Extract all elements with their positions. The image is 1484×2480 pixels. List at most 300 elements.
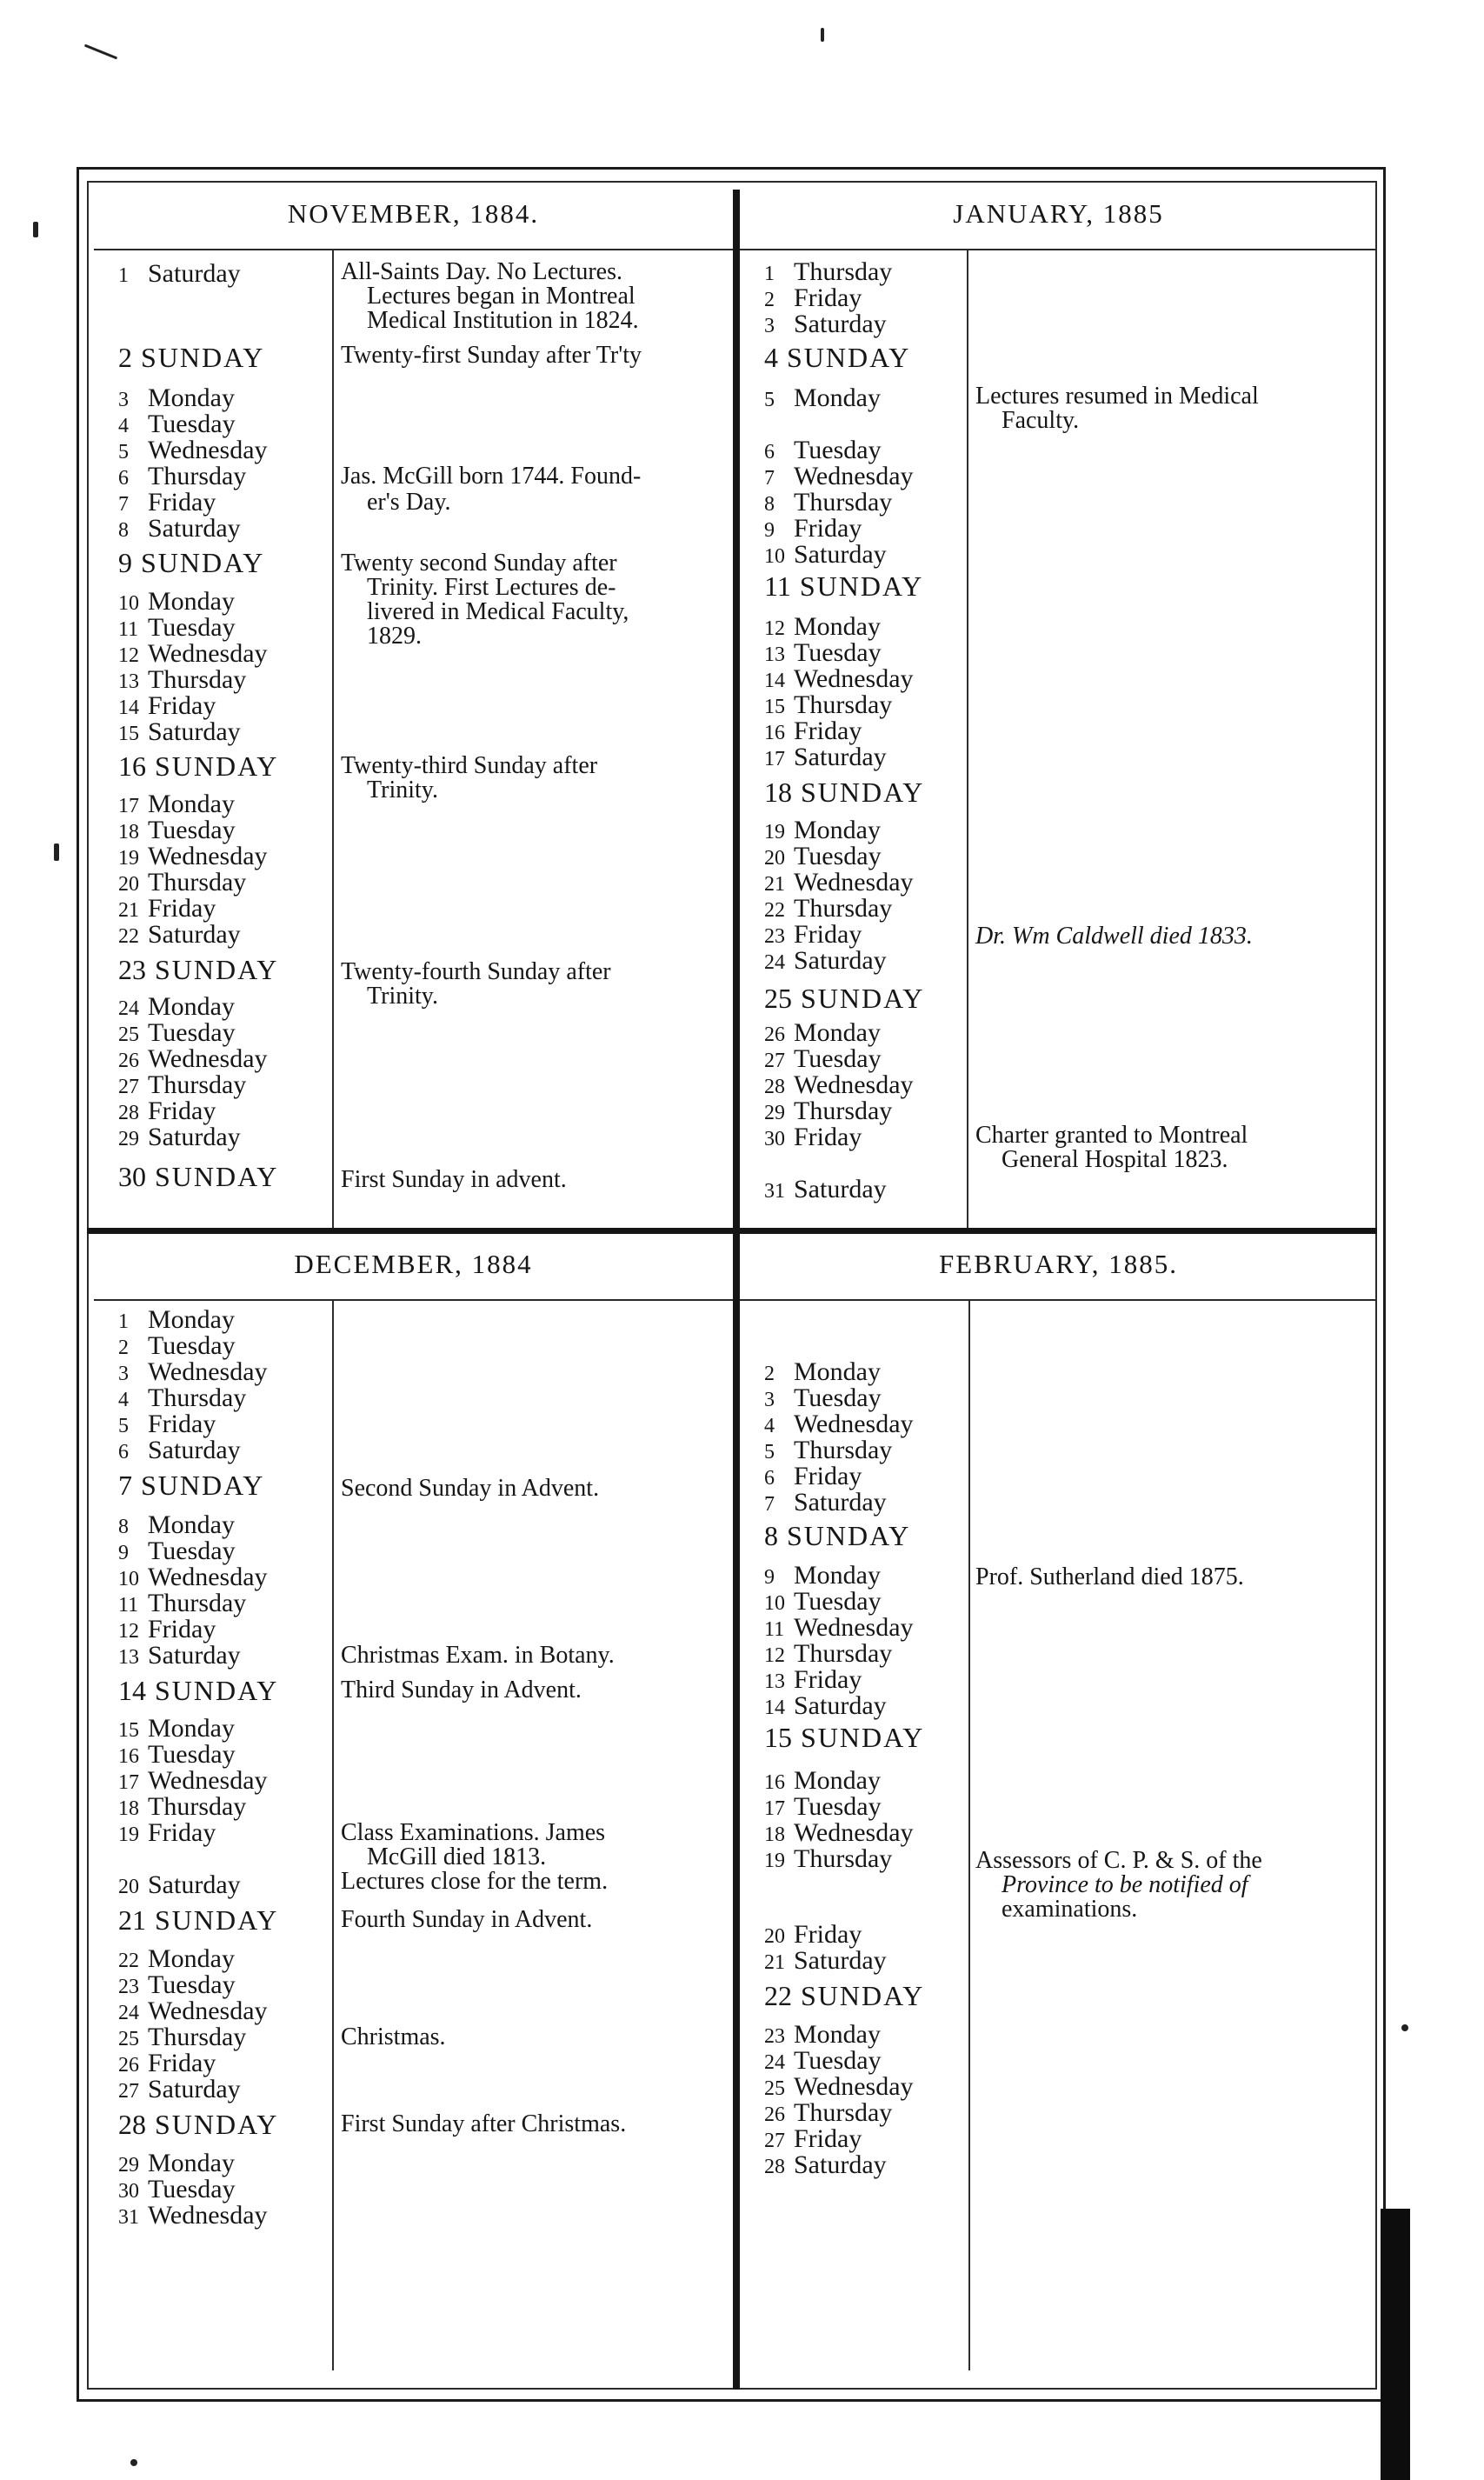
day-name: Wednesday [148, 639, 268, 668]
day-number: 9 [118, 1542, 129, 1564]
day-number: 14 [764, 670, 785, 692]
day-number: 28 [764, 1076, 785, 1098]
day-number: 9 [764, 519, 775, 542]
day-number: 26 [118, 2054, 139, 2077]
day-name: Monday [148, 992, 235, 1021]
note-line-november: Trinity. First Lectures de- [367, 574, 616, 601]
day-row-february [764, 1693, 887, 1721]
day-name: Tuesday [148, 1331, 236, 1360]
day-number: 10 [118, 1568, 139, 1590]
day-name: Tuesday [794, 638, 882, 667]
day-number: 4 [764, 1415, 775, 1437]
day-name: SUNDAY [787, 342, 911, 373]
day-name: Tuesday [148, 410, 236, 438]
day-name: Friday [794, 1123, 862, 1151]
note-line-february: examinations. [1002, 1896, 1138, 1923]
day-number: 27 [764, 2130, 785, 2152]
day-row-december [118, 1872, 241, 1900]
day-name: Friday [794, 1462, 862, 1490]
day-number: 27 [118, 2080, 139, 2103]
note-line-november: Twenty second Sunday after [341, 550, 617, 577]
day-number: 18 [118, 821, 139, 843]
day-number: 4 [118, 415, 129, 437]
day-name: Tuesday [148, 1537, 236, 1565]
scan-speck [84, 44, 117, 60]
day-number: 11 [764, 1618, 785, 1641]
day-name: Saturday [794, 743, 887, 771]
note-line-november: 1829. [367, 623, 422, 650]
day-number: 3 [118, 389, 129, 411]
day-number: 17 [764, 1797, 785, 1820]
scan-speck [130, 2459, 137, 2466]
day-row-december [118, 1643, 241, 1670]
scan-speck [821, 28, 824, 42]
note-line-november: Jas. McGill born 1744. Found- [341, 463, 642, 490]
day-name: SUNDAY [155, 750, 279, 782]
day-name: Monday [148, 383, 235, 412]
day-number: 27 [764, 1050, 785, 1072]
day-number: 21 [118, 1904, 146, 1936]
day-number: 6 [764, 1467, 775, 1490]
day-name: SUNDAY [801, 1722, 925, 1753]
title-rule-november [94, 249, 733, 250]
day-number: 14 [118, 697, 139, 719]
day-name: SUNDAY [801, 983, 925, 1014]
note-line-december: Third Sunday in Advent. [341, 1677, 582, 1703]
day-name: Monday [794, 612, 881, 641]
day-name: Monday [794, 2020, 881, 2049]
day-name: Friday [794, 1920, 862, 1949]
day-number: 29 [764, 1102, 785, 1124]
day-row-january [764, 744, 887, 772]
day-name: SUNDAY [155, 1675, 279, 1706]
day-number: 13 [118, 670, 139, 693]
day-name: Wednesday [794, 1070, 914, 1099]
day-name: Monday [794, 816, 881, 844]
day-name: Saturday [794, 946, 887, 975]
day-number: 10 [764, 545, 785, 568]
note-line-december: Fourth Sunday in Advent. [341, 1906, 593, 1933]
scan-speck [1401, 2024, 1408, 2031]
month-title-december: DECEMBER, 1884 [294, 1249, 533, 1279]
day-name: Saturday [148, 1641, 241, 1670]
day-number: 6 [118, 467, 129, 490]
day-name: Thursday [148, 665, 247, 694]
day-name: Wednesday [794, 1613, 914, 1642]
note-line-november: Trinity. [367, 777, 438, 803]
day-number: 5 [764, 1441, 775, 1463]
day-number: 25 [764, 983, 792, 1014]
day-row-february [764, 1490, 887, 1517]
day-number: 15 [764, 1722, 792, 1753]
day-number: 12 [118, 1620, 139, 1643]
day-name: Tuesday [794, 842, 882, 870]
day-name: Thursday [148, 462, 247, 490]
calendar-inner-frame [87, 181, 1377, 2390]
note-line-november: Trinity. [367, 983, 438, 1010]
day-row-december [118, 1437, 241, 1465]
day-name: Tuesday [148, 2175, 236, 2203]
sunday-row-february [764, 1520, 911, 1551]
day-number: 17 [764, 748, 785, 770]
day-number: 24 [764, 951, 785, 974]
day-name: Friday [148, 2049, 216, 2077]
column-rule-january [967, 250, 968, 1228]
day-row-december [118, 2203, 268, 2230]
day-name: Monday [794, 1357, 881, 1386]
day-name: Monday [148, 1305, 235, 1334]
day-number: 18 [118, 1797, 139, 1820]
day-name: Tuesday [148, 1740, 236, 1769]
day-number: 29 [118, 2154, 139, 2177]
day-number: 2 [118, 342, 132, 373]
day-name: SUNDAY [155, 954, 279, 985]
day-number: 28 [118, 2109, 146, 2140]
day-name: Tuesday [794, 1587, 882, 1616]
day-name: Friday [794, 514, 862, 543]
day-name: Saturday [148, 1123, 241, 1151]
day-name: Saturday [794, 2150, 887, 2179]
month-title-november: NOVEMBER, 1884. [287, 198, 540, 229]
day-name: Friday [794, 717, 862, 745]
day-number: 24 [764, 2051, 785, 2074]
day-name: Tuesday [794, 436, 882, 464]
note-line-february: Assessors of C. P. & S. of the [975, 1847, 1262, 1874]
day-name: Tuesday [794, 1383, 882, 1412]
day-name: Friday [148, 488, 216, 517]
column-rule-february [968, 1301, 970, 2370]
day-number: 15 [764, 696, 785, 718]
day-number: 19 [118, 847, 139, 870]
day-number: 17 [118, 1771, 139, 1794]
day-name: Wednesday [148, 1357, 268, 1386]
day-number: 17 [118, 795, 139, 817]
day-name: Saturday [794, 1175, 887, 1203]
day-number: 16 [118, 750, 146, 782]
day-name: SUNDAY [141, 547, 265, 578]
day-number: 21 [764, 873, 785, 896]
day-name: Monday [794, 1018, 881, 1047]
day-name: Thursday [794, 1436, 893, 1464]
scan-speck [54, 843, 59, 861]
day-name: Tuesday [148, 1018, 236, 1047]
day-number: 6 [764, 441, 775, 463]
day-number: 29 [118, 1128, 139, 1150]
day-name: Monday [148, 1510, 235, 1539]
day-name: Saturday [148, 2075, 241, 2103]
day-number: 18 [764, 1823, 785, 1846]
center-divider [733, 190, 740, 2390]
note-line-december: Class Examinations. James [341, 1819, 606, 1846]
month-title-january: JANUARY, 1885 [953, 198, 1164, 229]
day-number: 8 [118, 519, 129, 542]
note-line-november: livered in Medical Faculty, [367, 598, 629, 625]
day-row-november [118, 516, 241, 543]
sunday-row-december [118, 1675, 279, 1706]
day-number: 1 [118, 264, 129, 287]
day-row-january [764, 948, 887, 976]
day-number: 20 [118, 873, 139, 896]
day-number: 14 [764, 1697, 785, 1719]
day-name: Thursday [794, 1844, 893, 1873]
day-number: 7 [764, 467, 775, 490]
day-name: Monday [148, 1944, 235, 1973]
day-number: 28 [118, 1102, 139, 1124]
day-name: Friday [794, 2124, 862, 2153]
day-number: 23 [118, 954, 146, 985]
day-number: 25 [764, 2077, 785, 2100]
day-number: 23 [118, 1976, 139, 1998]
day-name: Thursday [794, 894, 893, 923]
day-number: 23 [764, 2025, 785, 2048]
day-row-december [118, 2077, 241, 2104]
day-number: 11 [764, 570, 791, 602]
day-name: Wednesday [148, 2201, 268, 2230]
day-number: 7 [764, 1493, 775, 1516]
day-number: 21 [118, 899, 139, 922]
note-line-november: First Sunday in advent. [341, 1166, 567, 1193]
day-row-february [764, 1846, 892, 1874]
day-name: Thursday [794, 257, 893, 286]
sunday-row-november [118, 547, 265, 578]
note-line-november: er's Day. [367, 489, 451, 516]
note-line-january: General Hospital 1823. [1002, 1146, 1228, 1173]
day-name: Monday [148, 2149, 235, 2177]
day-number: 30 [118, 1161, 146, 1192]
day-number: 26 [764, 2103, 785, 2126]
day-name: Saturday [794, 1488, 887, 1517]
day-row-november [118, 719, 241, 747]
day-name: Wednesday [148, 1766, 268, 1795]
day-name: Saturday [148, 920, 241, 949]
day-number: 5 [764, 389, 775, 411]
day-number: 9 [764, 1566, 775, 1589]
day-name: SUNDAY [155, 2109, 279, 2140]
day-name: Friday [148, 691, 216, 720]
day-number: 16 [118, 1745, 139, 1768]
day-name: Saturday [148, 717, 241, 746]
day-number: 22 [764, 1980, 792, 2011]
day-number: 3 [764, 315, 775, 337]
day-name: Saturday [148, 1436, 241, 1464]
day-name: SUNDAY [155, 1161, 279, 1192]
day-number: 18 [764, 777, 792, 808]
day-name: Saturday [148, 259, 241, 288]
day-name: Friday [148, 1097, 216, 1125]
day-name: Tuesday [794, 2046, 882, 2075]
day-number: 24 [118, 997, 139, 1020]
day-name: Saturday [794, 540, 887, 569]
month-title-february: FEBRUARY, 1885. [939, 1249, 1178, 1279]
day-row-january [764, 1124, 862, 1152]
day-number: 8 [118, 1516, 129, 1538]
day-name: Thursday [794, 2098, 893, 2127]
day-number: 11 [118, 1594, 139, 1617]
day-number: 10 [764, 1592, 785, 1615]
title-rule-february [740, 1299, 1377, 1301]
sunday-row-november [118, 954, 279, 985]
day-name: Saturday [148, 514, 241, 543]
day-name: Tuesday [148, 1970, 236, 1999]
sunday-row-january [764, 570, 924, 602]
day-name: Thursday [794, 690, 893, 719]
day-number: 2 [764, 1363, 775, 1385]
day-name: Thursday [148, 868, 247, 897]
scan-speck [33, 222, 38, 237]
day-number: 5 [118, 1415, 129, 1437]
middle-divider [87, 1228, 1377, 1234]
day-name: Wednesday [794, 664, 914, 693]
day-number: 20 [764, 847, 785, 870]
day-name: Saturday [794, 1946, 887, 1975]
day-number: 1 [118, 1310, 129, 1333]
day-number: 7 [118, 493, 129, 516]
title-rule-january [740, 249, 1377, 250]
day-number: 27 [118, 1076, 139, 1098]
note-line-november: Twenty-third Sunday after [341, 752, 598, 779]
day-number: 5 [118, 441, 129, 463]
column-rule-november [332, 250, 334, 1228]
day-name: SUNDAY [141, 342, 265, 373]
day-number: 20 [118, 1876, 139, 1898]
day-number: 10 [118, 592, 139, 615]
note-line-november: All-Saints Day. No Lectures. [341, 258, 622, 285]
day-name: Friday [148, 894, 216, 923]
day-number: 1 [764, 263, 775, 285]
day-row-december [118, 1820, 216, 1848]
day-number: 12 [764, 1644, 785, 1667]
day-name: Saturday [794, 310, 887, 338]
day-name: Wednesday [148, 842, 268, 870]
day-name: Tuesday [148, 613, 236, 642]
day-number: 13 [764, 1670, 785, 1693]
sunday-row-january [764, 342, 911, 373]
day-name: Wednesday [148, 1044, 268, 1073]
day-name: Saturday [148, 1870, 241, 1899]
day-number: 4 [118, 1389, 129, 1411]
day-name: Thursday [794, 1639, 893, 1668]
day-row-november [118, 922, 241, 950]
day-name: Thursday [148, 1070, 247, 1099]
day-number: 26 [764, 1023, 785, 1046]
sunday-row-november [118, 342, 265, 373]
note-line-january: Dr. Wm Caldwell died 1833. [975, 923, 1253, 950]
day-number: 3 [764, 1389, 775, 1411]
day-name: Monday [148, 587, 235, 616]
day-name: Wednesday [794, 1818, 914, 1847]
day-name: Wednesday [148, 1563, 268, 1591]
day-number: 6 [118, 1441, 129, 1463]
day-number: 19 [764, 821, 785, 843]
day-name: SUNDAY [799, 570, 924, 602]
day-name: Friday [148, 1410, 216, 1438]
day-number: 11 [118, 618, 139, 641]
day-name: SUNDAY [801, 1980, 925, 2011]
day-number: 22 [118, 925, 139, 948]
sunday-row-november [118, 750, 279, 782]
day-number: 31 [118, 2206, 139, 2229]
day-name: Thursday [794, 1097, 893, 1125]
note-line-january: Faculty. [1002, 407, 1080, 434]
sunday-row-november [118, 1163, 278, 1190]
day-name: SUNDAY [787, 1520, 911, 1551]
note-line-december: Lectures close for the term. [341, 1868, 609, 1895]
day-number: 8 [764, 1520, 778, 1551]
day-name: Monday [148, 790, 235, 818]
day-name: Wednesday [794, 2072, 914, 2101]
day-number: 24 [118, 2002, 139, 2024]
day-number: 2 [764, 289, 775, 311]
day-number: 15 [118, 1719, 139, 1742]
day-name: Tuesday [794, 1792, 882, 1821]
day-name: Monday [794, 383, 881, 412]
note-line-december: Christmas. [341, 2023, 446, 2050]
note-line-december: First Sunday after Christmas. [341, 2110, 627, 2137]
day-name: Wednesday [148, 1997, 268, 2025]
sunday-row-december [118, 2109, 279, 2140]
day-number: 31 [764, 1180, 785, 1203]
day-number: 2 [118, 1337, 129, 1359]
day-number: 8 [764, 493, 775, 516]
day-number: 21 [764, 1951, 785, 1974]
day-name: Tuesday [148, 816, 236, 844]
day-number: 3 [118, 1363, 129, 1385]
day-number: 25 [118, 2028, 139, 2050]
note-line-november: Twenty-fourth Sunday after [341, 958, 611, 985]
note-line-january: Lectures resumed in Medical [975, 383, 1259, 410]
day-number: 14 [118, 1675, 146, 1706]
day-name: Wednesday [794, 868, 914, 897]
day-name: Thursday [148, 1792, 247, 1821]
day-number: 19 [118, 1823, 139, 1846]
day-row-january [764, 1177, 887, 1204]
binding-shadow [1381, 2209, 1410, 2480]
day-number: 25 [118, 1023, 139, 1046]
sunday-row-december [118, 1904, 279, 1936]
note-line-december: Second Sunday in Advent. [341, 1475, 600, 1502]
day-number: 16 [764, 1771, 785, 1794]
day-row-february [764, 1948, 887, 1976]
note-line-november: Lectures began in Montreal [367, 283, 636, 310]
sunday-row-february [764, 1980, 925, 2011]
day-number: 28 [764, 2156, 785, 2178]
day-name: Friday [148, 1818, 216, 1847]
sunday-row-february [764, 1722, 925, 1753]
day-name: SUNDAY [155, 1904, 279, 1936]
note-line-january: Charter granted to Montreal [975, 1122, 1248, 1149]
day-number: 20 [764, 1925, 785, 1948]
day-name: Saturday [794, 1691, 887, 1720]
day-number: 30 [764, 1128, 785, 1150]
day-number: 22 [764, 899, 785, 922]
day-name: Wednesday [794, 1410, 914, 1438]
day-name: Monday [794, 1561, 881, 1590]
day-number: 16 [764, 722, 785, 744]
note-line-november: Twenty-first Sunday after Tr'ty [341, 342, 642, 369]
day-name: Monday [794, 1766, 881, 1795]
note-line-december: Christmas Exam. in Botany. [341, 1642, 615, 1669]
day-number: 26 [118, 1050, 139, 1072]
day-row-february [764, 2152, 887, 2180]
note-line-december: McGill died 1813. [367, 1843, 547, 1870]
day-number: 13 [118, 1646, 139, 1669]
title-rule-december [94, 1299, 733, 1301]
day-name: SUNDAY [801, 777, 925, 808]
note-line-february: Province to be notified of [1002, 1871, 1248, 1898]
day-number: 12 [118, 644, 139, 667]
day-name: Friday [794, 283, 862, 312]
day-number: 12 [764, 617, 785, 640]
